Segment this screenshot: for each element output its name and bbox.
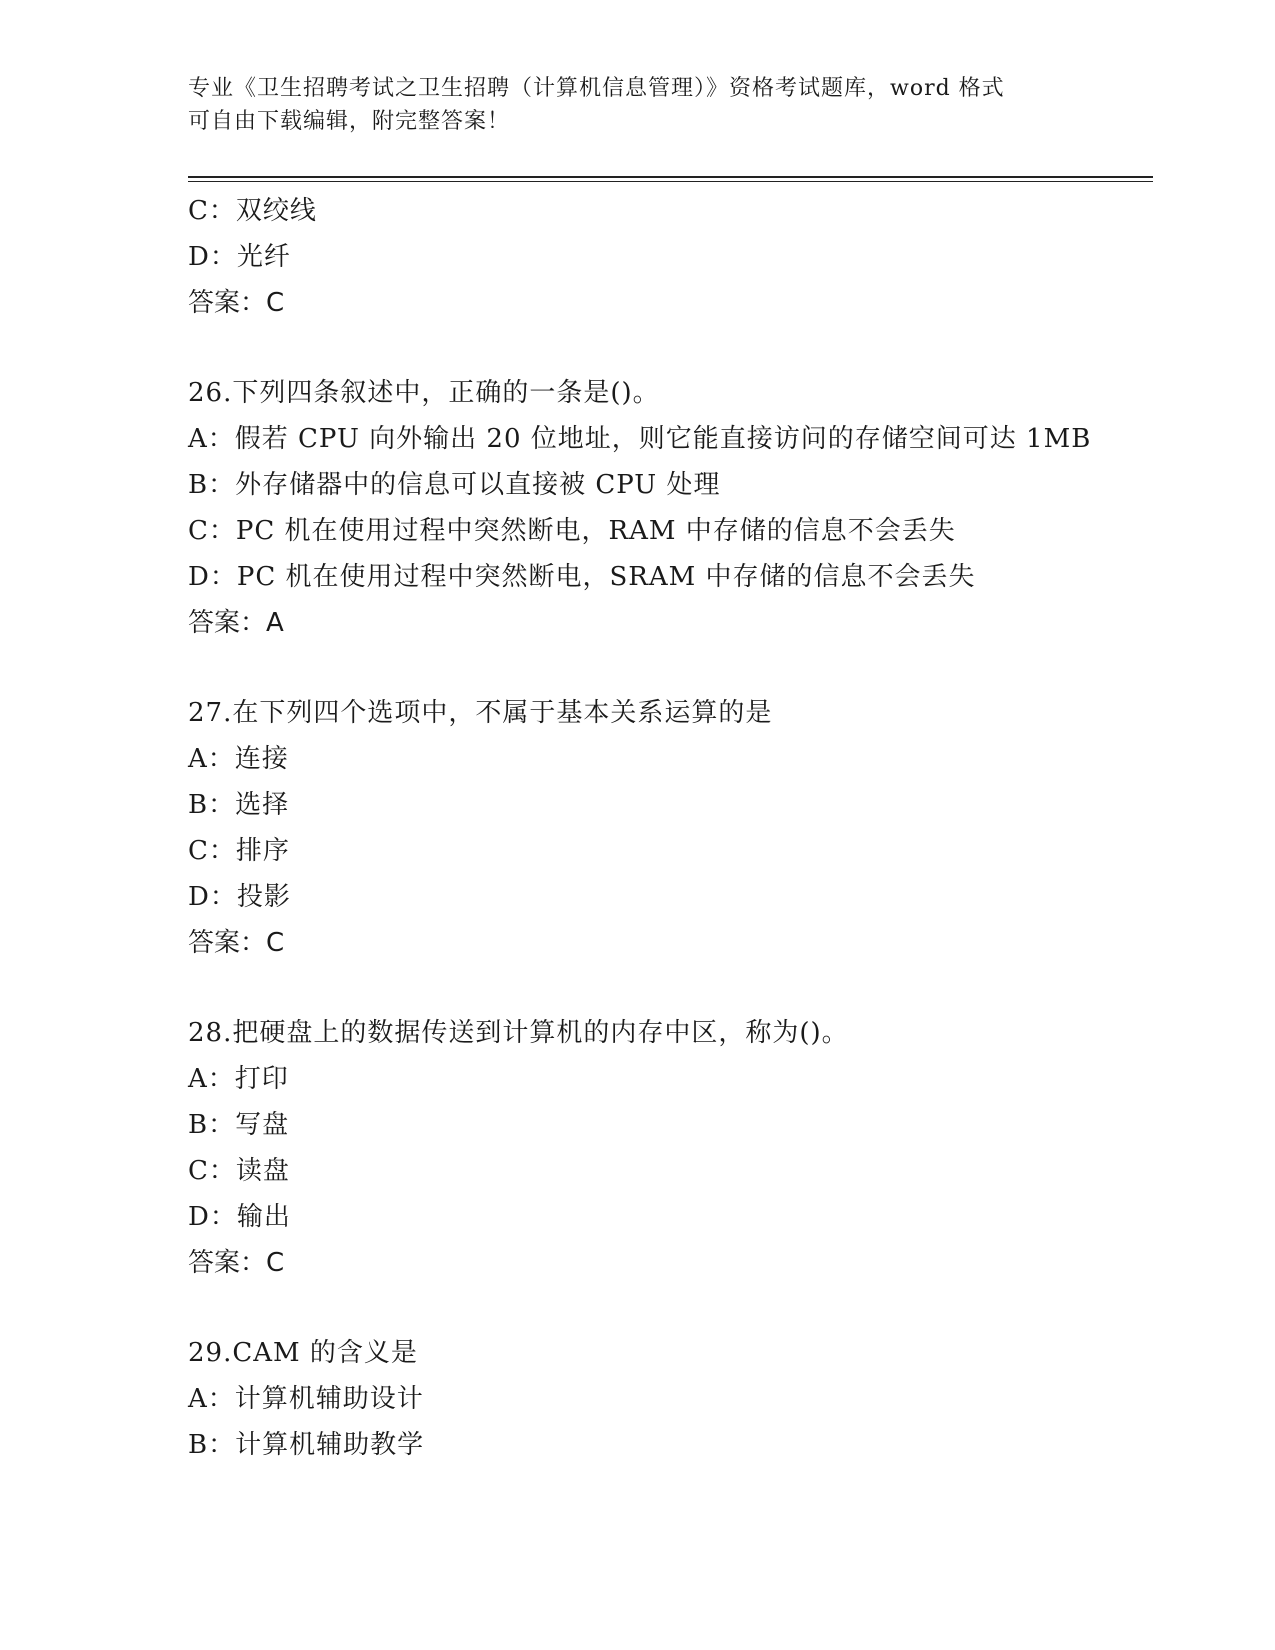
option-a: A：打印	[188, 1064, 289, 1094]
option-b: B：写盘	[188, 1110, 290, 1140]
spacer	[188, 966, 1148, 1010]
header-divider-thick	[188, 176, 1153, 178]
question-stem: 29.CAM 的含义是	[188, 1338, 418, 1368]
header-line-2: 可自由下载编辑，附完整答案！	[188, 109, 511, 134]
header-line-1: 专业《卫生招聘考试之卫生招聘（计算机信息管理）》资格考试题库，word 格式	[188, 76, 1005, 101]
document-header	[188, 72, 1088, 138]
spacer	[188, 326, 1148, 370]
option-c: C：PC 机在使用过程中突然断电，RAM 中存储的信息不会丢失	[188, 516, 956, 546]
option-a: A：计算机辅助设计	[188, 1384, 424, 1414]
question-stem: 27.在下列四个选项中，不属于基本关系运算的是	[188, 698, 773, 728]
option-a: A：假若 CPU 向外输出 20 位地址，则它能直接访问的存储空间可达 1MB	[188, 424, 1092, 454]
option-d: D：PC 机在使用过程中突然断电，SRAM 中存储的信息不会丢失	[188, 562, 976, 592]
header-divider-thin	[188, 181, 1153, 182]
question-stem: 28.把硬盘上的数据传送到计算机的内存中区，称为()。	[188, 1018, 849, 1048]
option-b: B：外存储器中的信息可以直接被 CPU 处理	[188, 470, 721, 500]
question-28	[188, 1010, 1148, 1286]
option-a: A：连接	[188, 744, 289, 774]
option-c: C：读盘	[188, 1156, 290, 1186]
spacer	[188, 646, 1148, 690]
answer-line: 答案：A	[188, 608, 284, 638]
question-list	[188, 188, 1148, 1468]
option-d: D：投影	[188, 882, 291, 912]
option-c: C：排序	[188, 836, 290, 866]
answer-line: 答案：C	[188, 288, 285, 318]
option-c: C：双绞线	[188, 196, 317, 226]
option-d: D：输出	[188, 1202, 291, 1232]
question-stem: 26.下列四条叙述中，正确的一条是()。	[188, 378, 660, 408]
option-d: D：光纤	[188, 242, 291, 272]
answer-line: 答案：C	[188, 928, 285, 958]
option-b: B：计算机辅助教学	[188, 1430, 425, 1460]
question-29	[188, 1330, 1148, 1468]
question-27	[188, 690, 1148, 966]
option-b: B：选择	[188, 790, 290, 820]
continued-question	[188, 188, 1148, 326]
question-26	[188, 370, 1148, 646]
answer-line: 答案：C	[188, 1248, 285, 1278]
spacer	[188, 1286, 1148, 1330]
